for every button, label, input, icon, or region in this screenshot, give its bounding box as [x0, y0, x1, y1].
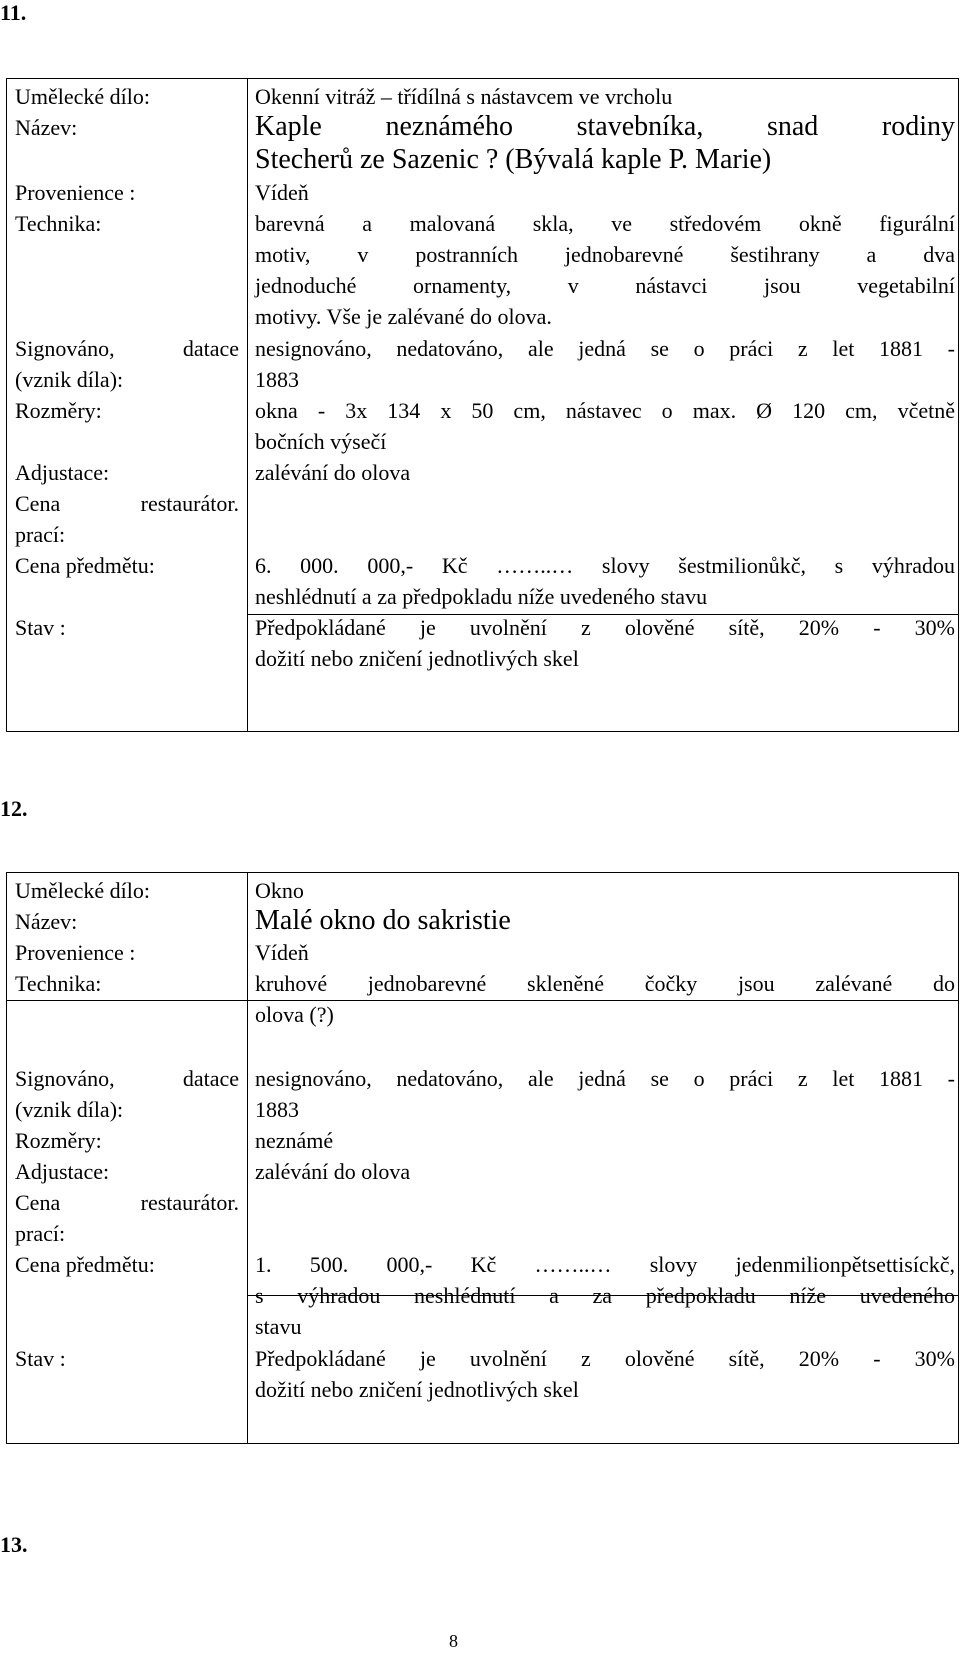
value-technique: kruhové jednobarevné skleněné čočky jsou zalévané do [255, 971, 955, 996]
label-technique: Technika: [15, 971, 102, 996]
value-technique-2: olova (?) [255, 1002, 334, 1027]
entry-number: 12. [0, 796, 28, 821]
label-signed-2: (vznik díla): [15, 367, 124, 392]
label-mounting: Adjustace: [15, 460, 110, 485]
entry-number: 13. [0, 1532, 28, 1557]
value-object-price: 1. 500. 000,- Kč ……..… slovy jedenmilionpětsettisíckč, [255, 1252, 955, 1277]
value-condition-2: dožití nebo zničení jednotlivých skel [255, 1377, 579, 1402]
label-object-price: Cena předmětu: [15, 1252, 155, 1277]
label-restoration-cost: Cena restaurátor. [15, 1190, 239, 1215]
label-signed-2: (vznik díla): [15, 1097, 124, 1122]
entry-number: 11. [0, 0, 27, 25]
label-provenance: Provenience : [15, 180, 136, 205]
label-signed: Signováno, datace [15, 336, 239, 361]
value-signed: nesignováno, nedatováno, ale jedná se o práci z let 1881 - [255, 336, 955, 361]
value-object-price-3: stavu [255, 1314, 302, 1339]
value-object-price: 6. 000. 000,- Kč ……..… slovy šestmilionůkč, s výhradou [255, 553, 955, 578]
value-signed-2: 1883 [255, 367, 299, 392]
value-technique-3: jednoduché ornamenty, v nástavci jsou vegetabilní [255, 273, 955, 298]
value-artwork: Okenní vitráž – třídílná s nástavcem ve vrcholu [255, 84, 673, 109]
record-table [6, 78, 959, 732]
label-mounting: Adjustace: [15, 1159, 110, 1184]
label-provenance: Provenience : [15, 940, 136, 965]
label-dimensions: Rozměry: [15, 1128, 102, 1153]
label-signed: Signováno, datace [15, 1066, 239, 1091]
label-restoration-cost: Cena restaurátor. [15, 491, 239, 516]
value-condition-2: dožití nebo zničení jednotlivých skel [255, 646, 579, 671]
value-object-price-2: s výhradou neshlédnutí a za předpokladu níže uvedeného [255, 1283, 955, 1308]
value-dimensions: okna - 3x 134 x 50 cm, nástavec o max. Ø 120 cm, včetně [255, 398, 955, 423]
value-mounting: zalévání do olova [255, 1159, 411, 1184]
label-artwork: Umělecké dílo: [15, 878, 151, 903]
value-signed: nesignováno, nedatováno, ale jedná se o práci z let 1881 - [255, 1066, 955, 1091]
value-technique-2: motiv, v postranních jednobarevné šestihrany a dva [255, 242, 955, 267]
label-restoration-cost-2: prací: [15, 1221, 66, 1246]
value-mounting: zalévání do olova [255, 460, 411, 485]
value-signed-2: 1883 [255, 1097, 299, 1122]
label-title: Název: [15, 115, 78, 140]
record-table [6, 872, 959, 1444]
column-divider [247, 873, 248, 1443]
value-dimensions: neznámé [255, 1128, 334, 1153]
value-condition: Předpokládané je uvolnění z olověné sítě, 20% - 30% [255, 615, 955, 640]
value-technique-4: motivy. Vše je zalévané do olova. [255, 304, 552, 329]
label-condition: Stav : [15, 615, 66, 640]
value-title-2: Stecherů ze Sazenic ? (Bývalá kaple P. Marie) [255, 144, 772, 175]
value-title: Malé okno do sakristie [255, 905, 511, 936]
value-object-price-2: neshlédnutí a za předpokladu níže uvedeného stavu [255, 584, 708, 609]
value-title: Kaple neznámého stavebníka, snad rodiny [255, 111, 955, 142]
value-condition: Předpokládané je uvolnění z olověné sítě, 20% - 30% [255, 1346, 955, 1371]
label-artwork: Umělecké dílo: [15, 84, 151, 109]
value-technique: barevná a malovaná skla, ve středovém okně figurální [255, 211, 955, 236]
label-technique: Technika: [15, 211, 102, 236]
value-provenance: Vídeň [255, 940, 309, 965]
column-divider [247, 79, 248, 731]
page-number: 8 [449, 1631, 458, 1651]
label-condition: Stav : [15, 1346, 66, 1371]
label-object-price: Cena předmětu: [15, 553, 155, 578]
label-restoration-cost-2: prací: [15, 522, 66, 547]
label-dimensions: Rozměry: [15, 398, 102, 423]
value-artwork: Okno [255, 878, 304, 903]
value-provenance: Vídeň [255, 180, 309, 205]
value-dimensions-2: bočních výsečí [255, 429, 387, 454]
label-title: Název: [15, 909, 78, 934]
